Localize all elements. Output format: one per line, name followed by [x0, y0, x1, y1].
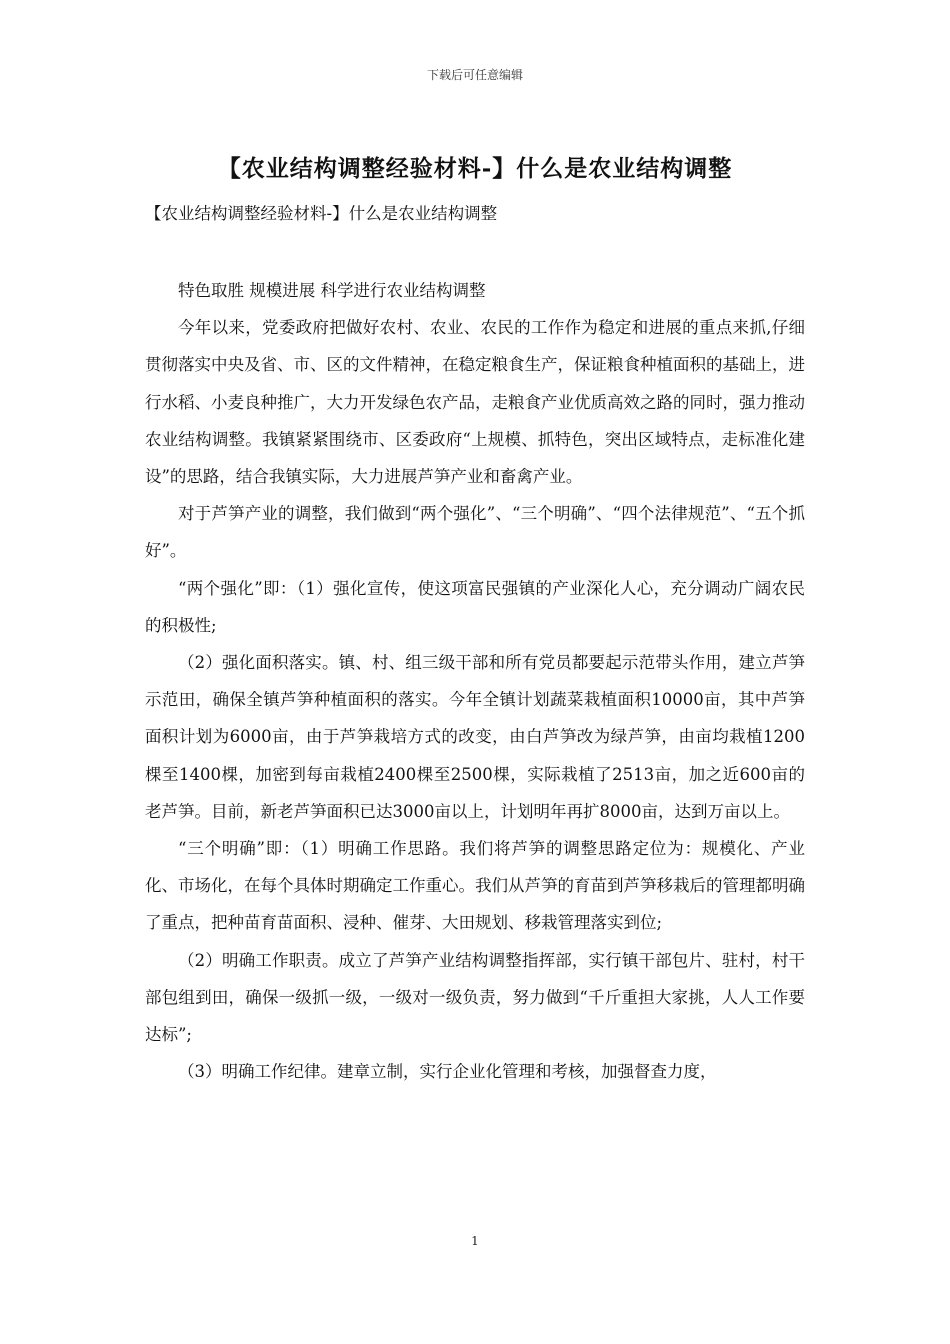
paragraph: （2）强化面积落实。镇、村、组三级干部和所有党员都要起示范带头作用，建立芦笋示范田，确保全镇芦笋种植面积的落实。今年全镇计划蔬菜栽植面积10000亩，其中芦笋面积计划为6000亩，由于芦笋栽培方式的改变，由白芦笋改为绿芦笋，由亩均栽植1200棵至1400棵，加密到每亩栽植2400棵至2500棵，实际栽植了2513亩，加之近600亩的老芦笋。目前，新老芦笋面积已达3000亩以上，计划明年再扩8000亩，达到万亩以上。	[145, 653, 805, 821]
document-title: 【农业结构调整经验材料-】什么是农业结构调整	[217, 155, 733, 182]
page-number: 1	[471, 1234, 479, 1248]
paragraph: （3）明确工作纪律。建章立制，实行企业化管理和考核，加强督查力度，	[178, 1062, 717, 1082]
header-note: 下载后可任意编辑	[426, 68, 523, 82]
document-body	[145, 272, 805, 1090]
document-subtitle: 【农业结构调整经验材料-】什么是农业结构调整	[145, 204, 498, 223]
paragraph: 对于芦笋产业的调整，我们做到“两个强化”、“三个明确”、“四个法律规范”、“五个抓好”。	[145, 504, 805, 561]
paragraph: 特色取胜 规模进展 科学进行农业结构调整	[178, 281, 486, 300]
paragraph: “三个明确”即：（1）明确工作思路。我们将芦笋的调整思路定位为：规模化、产业化、市场化，在每个具体时期确定工作重心。我们从芦笋的育苗到芦笋移栽后的管理都明确了重点，把种苗育苗面积、浸种、催芽、大田规划、移栽管理落实到位;	[145, 839, 805, 933]
paragraph: “两个强化”即：（1）强化宣传，使这项富民强镇的产业深化人心，充分调动广阔农民的积极性;	[145, 578, 805, 635]
paragraph: 今年以来，党委政府把做好农村、农业、农民的工作作为稳定和进展的重点来抓,仔细贯彻落实中央及省、市、区的文件精神，在稳定粮食生产，保证粮食种植面积的基础上，进行水稻、小麦良种推广，大力开发绿色农产品，走粮食产业优质高效之路的同时，强力推动农业结构调整。我镇紧紧围绕市、区委政府“上规模、抓特色，突出区域特点，走标准化建设”的思路，结合我镇实际，大力进展芦笋产业和畜禽产业。	[145, 318, 805, 487]
paragraph: （2）明确工作职责。成立了芦笋产业结构调整指挥部，实行镇干部包片、驻村，村干部包组到田，确保一级抓一级，一级对一级负责，努力做到“千斤重担大家挑，人人工作要达标”;	[145, 950, 805, 1045]
